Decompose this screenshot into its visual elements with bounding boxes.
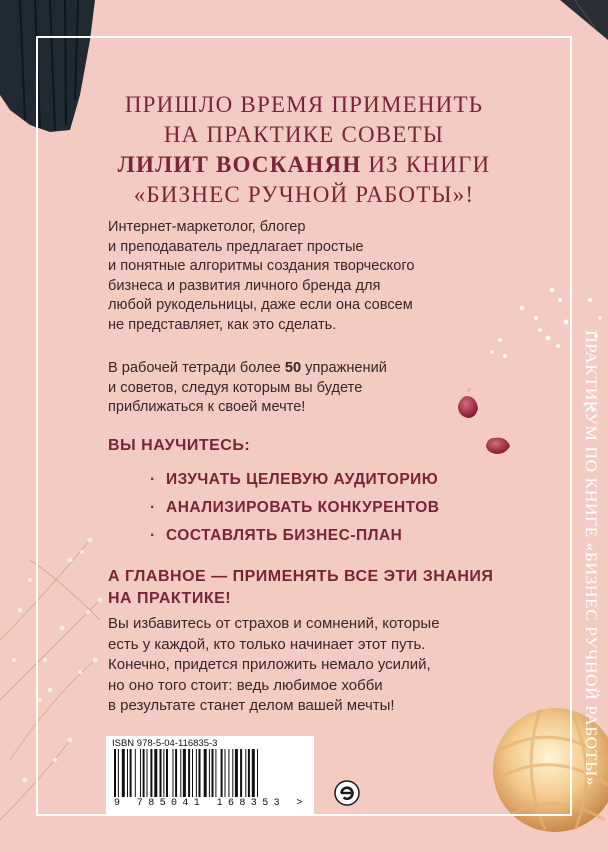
barcode-bar <box>135 749 136 797</box>
main-point-line: А ГЛАВНОЕ — ПРИМЕНЯТЬ ВСЕ ЭТИ ЗНАНИЯ <box>108 568 494 585</box>
barcode-bar <box>118 749 119 797</box>
bullet-icon: · <box>150 499 156 516</box>
paragraph-line: есть у каждой, кто только начинает этот путь. <box>108 635 426 653</box>
paragraph-line: но оно того стоит: ведь любимое хобби <box>108 676 383 694</box>
main-point-line: НА ПРАКТИКЕ! <box>108 590 232 607</box>
barcode-digits: 9 785041 168353 > <box>114 798 308 809</box>
list-item <box>150 494 440 522</box>
barcode-bar <box>166 749 168 797</box>
barcode-bar <box>248 749 250 797</box>
barcode-bar <box>240 749 242 797</box>
headline-line: «БИЗНЕС РУЧНОЙ РАБОТЫ»! <box>133 182 475 207</box>
barcode <box>106 736 314 814</box>
paragraph-line: Интернет-маркетолог, блогер <box>108 219 306 235</box>
tassel-decoration <box>560 0 608 40</box>
barcode-bar <box>127 749 128 797</box>
paragraph-line: в результате станет делом вашей мечты! <box>108 697 395 714</box>
paragraph-line: приближаться к своей мечте! <box>108 399 306 415</box>
barcode-bar <box>196 749 197 797</box>
barcode-bar <box>228 749 229 797</box>
headline-line: НА ПРАКТИКЕ СОВЕТЫ <box>163 122 445 147</box>
intro-paragraph <box>108 218 508 335</box>
exercise-count: 50 <box>284 360 302 376</box>
main-point <box>108 566 493 610</box>
headline <box>60 90 548 210</box>
paragraph-line: бизнеса и развития личного бренда для <box>108 277 381 294</box>
paragraph-line: и преподаватель предлагает простые <box>108 238 364 255</box>
barcode-bar <box>199 749 201 797</box>
headline-text: ИЗ КНИГИ <box>361 152 491 177</box>
list-item-text: СОСТАВЛЯТЬ БИЗНЕС-ПЛАН <box>166 527 403 544</box>
barcode-bar <box>225 749 226 797</box>
paragraph-line <box>108 359 508 379</box>
eksmo-logo-icon <box>334 780 360 806</box>
paragraph-text: В рабочей тетради более <box>108 360 285 376</box>
learn-list <box>150 466 440 550</box>
closing-paragraph <box>108 614 508 717</box>
barcode-bar <box>154 749 157 797</box>
barcode-bar <box>209 749 210 797</box>
barcode-bar <box>143 749 145 797</box>
bullet-icon: · <box>150 527 156 544</box>
paragraph-line: Вы избавитесь от страхов и сомнений, которые <box>108 615 440 632</box>
barcode-bar <box>147 749 148 797</box>
barcode-bar <box>163 749 164 797</box>
learn-title: ВЫ НАУЧИТЕСЬ: <box>108 437 251 454</box>
list-item <box>150 522 440 550</box>
bullet-icon: · <box>150 471 156 488</box>
barcode-bar <box>175 749 177 797</box>
barcode-bar <box>183 749 186 797</box>
barcode-bars <box>112 749 308 797</box>
barcode-bar <box>160 749 162 797</box>
paragraph-line: и понятные алгоритмы создания творческого <box>108 258 415 274</box>
barcode-bar <box>188 749 190 797</box>
barcode-bar <box>114 749 116 797</box>
barcode-bar <box>257 749 258 797</box>
spine-label: ПРАКТИКУМ ПО КНИГЕ «БИЗНЕС РУЧНОЙ РАБОТЫ» <box>582 330 599 737</box>
headline-line <box>60 150 548 180</box>
paragraph-line: не представляет, как это сделать. <box>108 316 337 333</box>
paragraph-line: Конечно, придется приложить немало усилий, <box>108 656 431 673</box>
paragraph-text: упражнений <box>301 360 387 376</box>
barcode-bar <box>150 749 152 797</box>
barcode-bar <box>212 749 214 797</box>
barcode-bar <box>192 749 193 797</box>
list-item <box>150 466 440 494</box>
headline-line: ПРИШЛО ВРЕМЯ ПРИМЕНИТЬ <box>124 92 484 117</box>
barcode-bar <box>252 749 255 797</box>
barcode-bar <box>122 749 125 797</box>
barcode-bar <box>180 749 181 797</box>
isbn-number: ISBN 978-5-04-116835-3 <box>112 738 218 749</box>
barcode-bar <box>173 749 174 797</box>
barcode-bar <box>221 749 223 797</box>
spine-text <box>580 330 602 790</box>
paragraph-line: любой рукодельницы, даже если она совсем <box>108 297 413 313</box>
author-name: ЛИЛИТ ВОСКАНЯН <box>117 152 362 177</box>
barcode-bar <box>245 749 246 797</box>
barcode-bar <box>235 749 238 797</box>
list-item-text: АНАЛИЗИРОВАТЬ КОНКУРЕНТОВ <box>166 499 440 516</box>
barcode-bar <box>232 749 233 797</box>
list-item-text: ИЗУЧАТЬ ЦЕЛЕВУЮ АУДИТОРИЮ <box>166 471 439 488</box>
paragraph-line: и советов, следуя которым вы будете <box>108 379 363 396</box>
barcode-bar <box>215 749 216 797</box>
barcode-bar <box>204 749 207 797</box>
barcode-bar <box>140 749 141 797</box>
workbook-paragraph <box>108 359 508 418</box>
barcode-bar <box>130 749 132 797</box>
